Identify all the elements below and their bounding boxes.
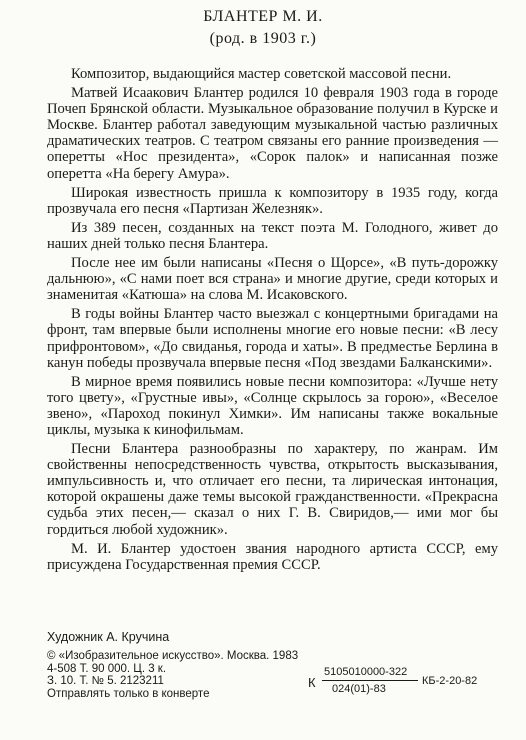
- composer-years: (род. в 1903 г.): [209, 30, 317, 47]
- paragraph: М. И. Блантер удостоен звания народного артиста СССР, ему присуждена Государственная премия СССР.: [47, 540, 498, 573]
- paragraph: Матвей Исаакович Блантер родился 10 февраля 1903 года в городе Почеп Брянской области. Музыкальное образование получил в Курске и Москве. Блантер работал заведующим музыкальной частью различных драматических театров. С театром связаны его ранние произведения — оперетты «Нос президента», «Сорок палок» и написанная позже оперетта «На берегу Амура».: [47, 85, 498, 182]
- biography-text: [47, 66, 498, 576]
- imprint: [47, 630, 299, 701]
- mailing-note: Отправлять только в конверте: [47, 688, 210, 701]
- composer-name: БЛАНТЕР М. И.: [203, 8, 323, 25]
- paragraph: Песни Блантера разнообразны по характеру, по жанрам. Им свойственны непосредственность чувства, открытость высказывания, импульсивность и, что отличает его песни, та лирическая интонация, которой окрашены даже темы высокой гражданственности. «Прекрасна судьба этих песен,— сказал о них Г. В. Свиридов,— ими мог бы гордиться любой художник».: [47, 441, 498, 538]
- paragraph: После нее им были написаны «Песня о Щорсе», «В путь-дорожку дальнюю», «С нами поет вся страна» и многие другие, среди которых и знаменитая «Катюша» на слова М. Исаковского.: [47, 255, 498, 304]
- fraction-rule: [322, 680, 418, 681]
- paragraph: В мирное время появились новые песни композитора: «Лучше нету того цвету», «Грустные ивы», «Солнце скрылось за горою», «Веселое звено», «Пароход покинул Химки». Им написаны также вокальные циклы, музыка к кинофильмам.: [47, 373, 498, 438]
- index-denominator: 024(01)-83: [332, 683, 386, 695]
- publisher-line: © «Изобразительное искусство». Москва. 1983: [47, 649, 299, 662]
- index-code: КБ-2-20-82: [422, 675, 478, 687]
- artist-credit: Художник А. Кручина: [47, 630, 170, 644]
- index-numerator: 5105010000-322: [324, 666, 408, 678]
- print-run-line: 4-508 Т. 90 000. Ц. 3 к.: [47, 662, 167, 675]
- paragraph: Композитор, выдающийся мастер советской массовой песни.: [71, 66, 452, 82]
- paragraph: Широкая известность пришла к композитору в 1935 году, когда прозвучала его песня «Партизан Железняк».: [47, 184, 498, 217]
- order-line: З. 10. Т. № 5. 2123211: [47, 675, 164, 688]
- paragraph: В годы войны Блантер часто выезжал с концертными бригадами на фронт, там впервые были исполнены многие его новые песни: «В лесу прифронтовом», «До свиданья, города и хаты». В предместье Берлина в канун победы прозвучала впервые песня «Под звездами Балканскими».: [47, 306, 498, 371]
- catalog-index: [308, 665, 498, 697]
- paragraph: Из 389 песен, созданных на текст поэта М. Голодного, живет до наших дней только песня Блантера.: [47, 219, 498, 252]
- index-letter: К: [308, 675, 316, 690]
